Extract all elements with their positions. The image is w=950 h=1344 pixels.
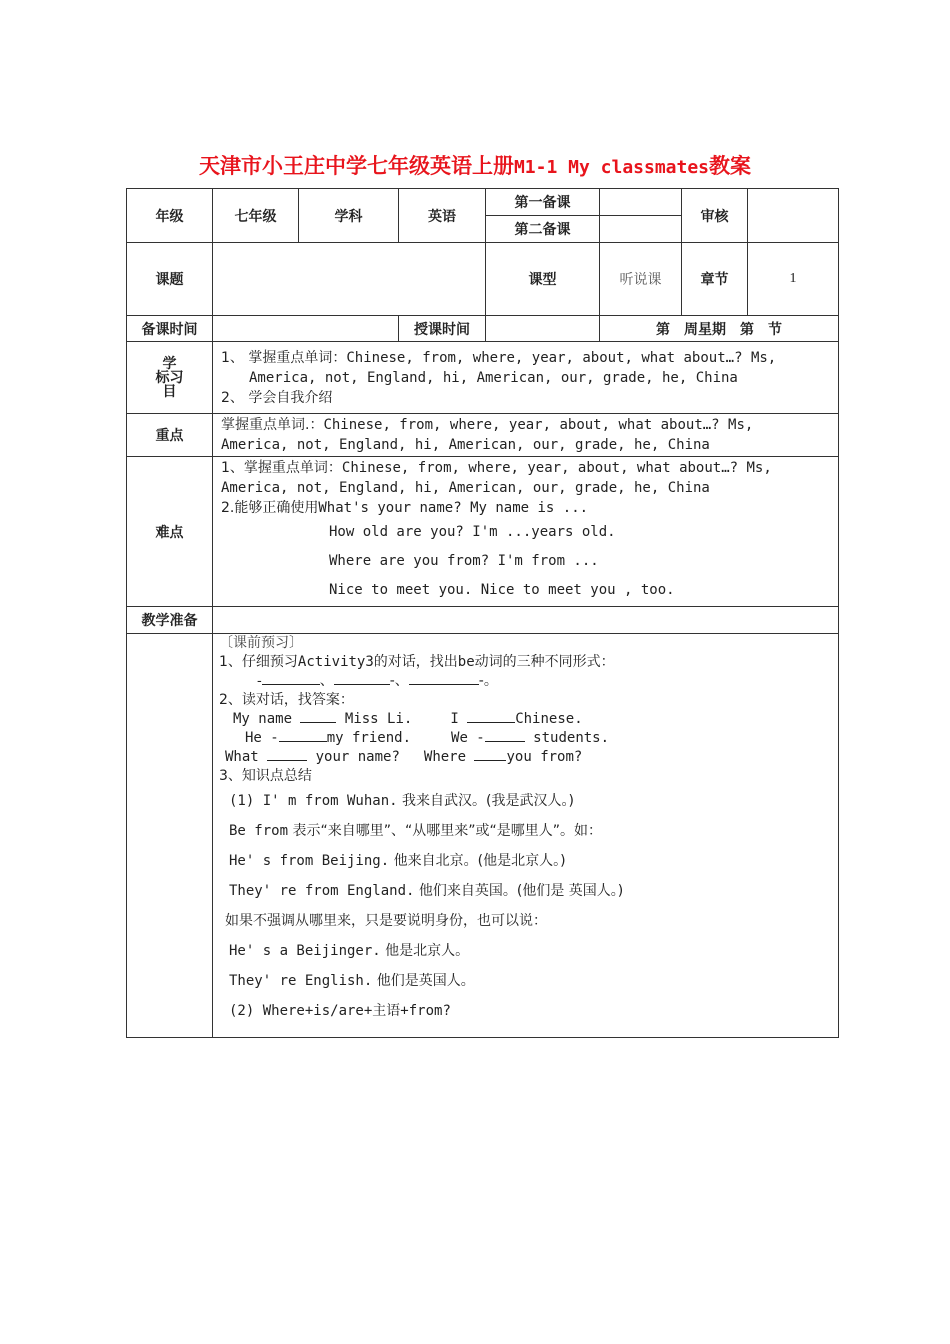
preview-task-3: 3、知识点总结 [219,768,312,784]
subject-label: 学科 [299,189,399,243]
fill-row-1: My name Miss Li. I Chinese. [233,711,583,727]
first-prep-value [600,189,682,216]
key-line-2: America, not, England, hi, American, our, grade, he, China [221,437,710,453]
fill-row-3: What your name? Where you from? [225,749,583,765]
preview-task-1: 1、仔细预习Activity3的对话，找出be动词的三种不同形式： [219,654,615,670]
preview-content [213,634,839,1038]
blank-4[interactable] [300,710,336,723]
teach-time-label: 授课时间 [399,316,486,342]
second-prep-value [600,216,682,243]
note-1: (1) I' m from Wuhan. 我来自武汉。(我是武汉人。) [229,793,574,809]
second-prep-label: 第二备课 [486,216,600,243]
blank-1[interactable] [262,672,320,685]
topic-label: 课题 [127,243,213,316]
goals-content [213,342,839,414]
prep-time-value [213,316,399,342]
lesson-type-value: 听说课 [600,243,682,316]
goal-line-2: America, not, England, hi, American, our, grade, he, China [249,369,738,386]
chapter-value: 1 [748,243,839,316]
blank-2[interactable] [334,672,390,685]
teaching-prep-value [213,607,839,634]
title-module: M1-1 My classmates [513,157,710,178]
diff-sentence-2: Where are you from? I'm from ... [329,553,599,569]
blank-9[interactable] [474,748,506,761]
topic-value [213,243,486,316]
teach-time-value [486,316,600,342]
note-2: Be from 表示“来自哪里”、“从哪里来”或“是哪里人”。如： [229,823,602,839]
blank-7[interactable] [485,729,525,742]
note-5: 如果不强调从哪里来，只是要说明身份，也可以说： [225,913,547,929]
title-suffix: 教案 [709,154,752,178]
blank-5[interactable] [467,710,515,723]
key-points-label: 重点 [127,414,213,457]
blank-6[interactable] [279,729,327,742]
goals-label-char-2: 标习 [155,369,184,386]
goals-label-char-3: 目 [162,383,177,400]
preview-task-1-blanks: - 、 -、 -。 [257,673,498,689]
note-4: They' re from England. 他们来自英国。(他们是 英国人。) [229,883,624,899]
diff-line-3: 2.能够正确使用What's your name? My name is ... [221,500,589,516]
key-points-content [213,414,839,457]
first-prep-label: 第一备课 [486,189,600,216]
title-school: 天津市小王庄中学七年级英语上册 [198,154,514,178]
note-3: He' s from Beijing. 他来自北京。(他是北京人。) [229,853,566,869]
teaching-prep-label: 教学准备 [127,607,213,634]
preview-heading: 〔课前预习〕 [219,635,303,651]
note-6: He' s a Beijinger. 他是北京人。 [229,943,470,959]
note-8: (2) Where+is/are+主语+from? [229,1003,451,1019]
subject-value: 英语 [399,189,486,243]
blank-8[interactable] [267,748,307,761]
diff-line-2: America, not, England, hi, American, our, grade, he, China [221,480,710,496]
goals-label [127,342,213,414]
difficulties-label: 难点 [127,457,213,607]
diff-sentence-3: Nice to meet you. Nice to meet you , too. [329,582,675,598]
grade-label: 年级 [127,189,213,243]
goal-line-3: 2、 学会自我介绍 [221,389,333,406]
grade-value: 七年级 [213,189,299,243]
goals-label-char-1: 学 [162,355,177,372]
diff-line-1: 1、掌握重点单词：Chinese, from, where, year, about, what about…? Ms, [221,460,772,476]
preview-label [127,634,213,1038]
note-7: They' re English. 他们是英国人。 [229,973,475,989]
diff-sentence-1: How old are you? I'm ...years old. [329,524,616,540]
goal-line-1: 1、 掌握重点单词：Chinese, from, where, year, about, what about…? Ms, [221,349,777,366]
difficulties-content [213,457,839,607]
review-label: 审核 [682,189,748,243]
review-value [748,189,839,243]
fill-row-2: He - my friend. We - students. [245,730,610,746]
preview-task-2: 2、读对话，找答案： [219,692,354,708]
week-period: 第 周星期 第 节 [600,316,839,342]
document-title [0,150,950,180]
lesson-plan-table [126,188,839,1038]
lesson-type-label: 课型 [486,243,600,316]
key-line-1: 掌握重点单词.：Chinese, from, where, year, about, what about…? Ms, [221,417,754,433]
blank-3[interactable] [409,672,479,685]
prep-time-label: 备课时间 [127,316,213,342]
chapter-label: 章节 [682,243,748,316]
